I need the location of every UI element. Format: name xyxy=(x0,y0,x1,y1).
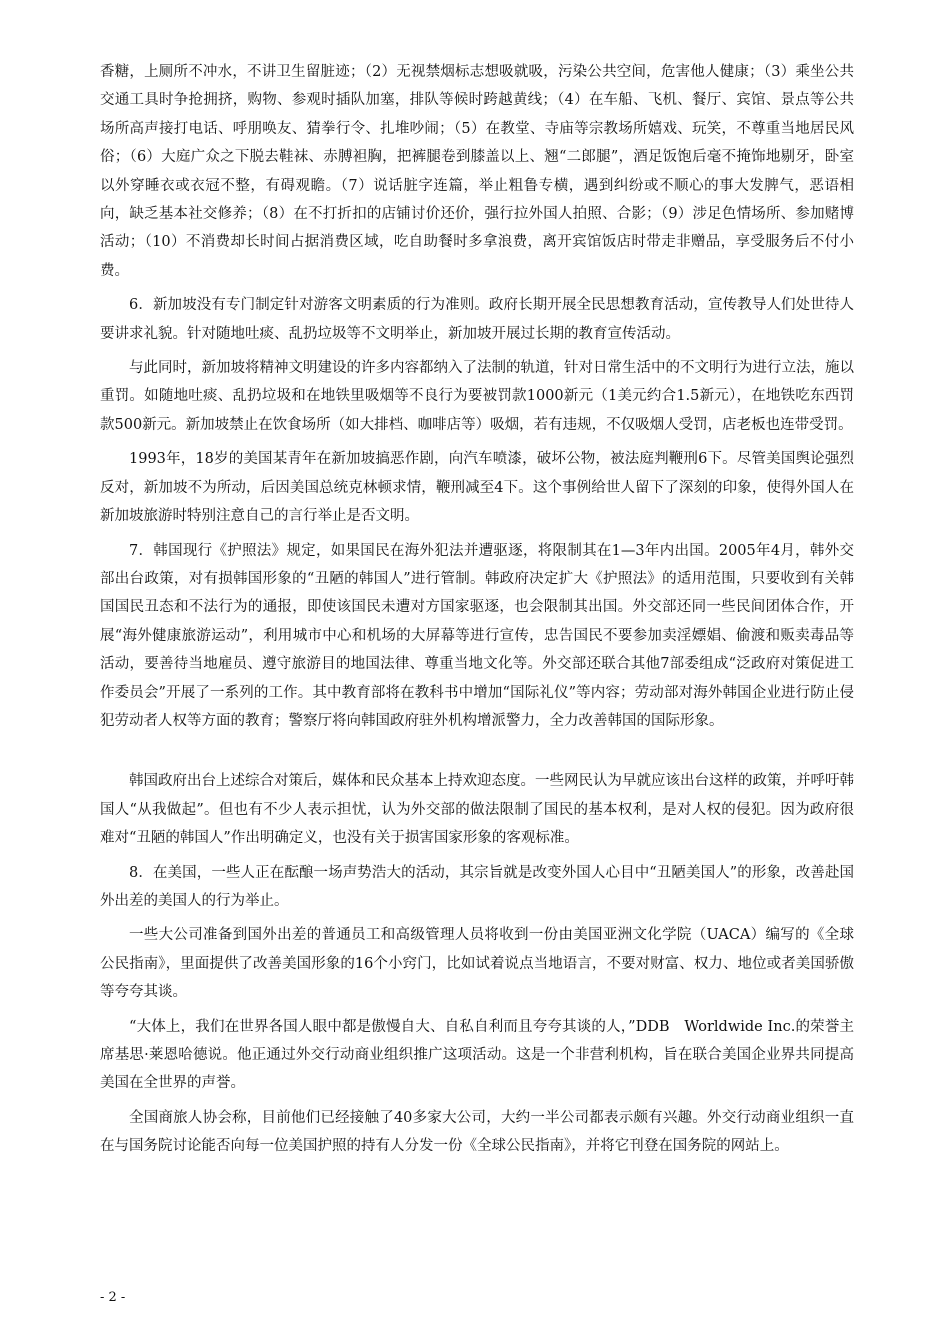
paragraph-1: 香糖，上厕所不冲水，不讲卫生留脏迹；（2）无视禁烟标志想吸就吸，污染公共空间，危害他人健康；（3）乘坐公共交通工具时争抢拥挤，购物、参观时插队加塞，排队等候时跨越黄线；（4）在车船、飞机、餐厅、宾馆、景点等公共场所高声接打电话、呼朋唤友、猜拳行令、扎堆吵闹；（5）在教堂、寺庙等宗教场所嬉戏、玩笑，不尊重当地居民风俗；（6）大庭广众之下脱去鞋袜、赤膊袒胸，把裤腿卷到膝盖以上、翘“二郎腿”，酒足饭饱后毫不掩饰地剔牙，卧室以外穿睡衣或衣冠不整，有碍观瞻。（7）说话脏字连篇，举止粗鲁专横，遇到纠纷或不顺心的事大发脾气，恶语相向，缺乏基本社交修养；（8）在不打折扣的店铺讨价还价，强行拉外国人拍照、合影；（9）涉足色情场所、参加赌博活动；（10）不消费却长时间占据消费区域，吃自助餐时多拿浪费，离开宾馆饭店时带走非赠品，享受服务后不付小费。 xyxy=(100,64,854,279)
paragraph-6: 韩国政府出台上述综合对策后，媒体和民众基本上持欢迎态度。一些网民认为早就应该出台这样的政策，并呼吁韩国人“从我做起”。但也有不少人表示担忧，认为外交部的做法限制了国民的基本权利，是对人权的侵犯。因为政府很难对“丑陋的韩国人”作出明确定义，也没有关于损害国家形象的客观标准。 xyxy=(100,773,854,847)
page-number: - 2 - xyxy=(100,1290,126,1305)
paragraph-gap xyxy=(100,741,854,767)
paragraph-8: 一些大公司准备到国外出差的普通员工和高级管理人员将收到一份由美国亚洲文化学院（UACA）编写的《全球公民指南》，里面提供了改善美国形象的16个小窍门，比如试着说点当地语言，不要对财富、权力、地位或者美国骄傲等夸夸其谈。 xyxy=(100,927,854,1001)
document-body xyxy=(100,58,854,1167)
paragraph-3: 与此同时，新加坡将精神文明建设的许多内容都纳入了法制的轨道，针对日常生活中的不文明行为进行立法，施以重罚。如随地吐痰、乱扔垃圾和在地铁里吸烟等不良行为要被罚款1000新元（1美元约合1.5新元），在地铁吃东西罚款500新元。新加坡禁止在饮食场所（如大排档、咖啡店等）吸烟，若有违规，不仅吸烟人受罚，店老板也连带受罚。 xyxy=(100,360,854,433)
paragraph-4: 1993年，18岁的美国某青年在新加坡搞恶作剧，向汽车喷漆，破坏公物，被法庭判鞭刑6下。尽管美国舆论强烈反对，新加坡不为所动，后因美国总统克林顿求情，鞭刑减至4下。这个事例给世人留下了深刻的印象，使得外国人在新加坡旅游时特别注意自己的言行举止是否文明。 xyxy=(100,451,854,525)
paragraph-10: 全国商旅人协会称，目前他们已经接触了40多家大公司，大约一半公司都表示颇有兴趣。外交行动商业组织一直在与国务院讨论能否向每一位美国护照的持有人分发一份《全球公民指南》，并将它刊登在国务院的网站上。 xyxy=(100,1109,854,1155)
paragraph-9: “大体上，我们在世界各国人眼中都是傲慢自大、自私自利而且夸夸其谈的人，”DDB Worldwide Inc.的荣誉主席基思·莱恩哈德说。他正通过外交行动商业组织推广这项活动。这是一个非营利机构，旨在联合美国企业界共同提高美国在全世界的声誉。 xyxy=(100,1018,854,1092)
paragraph-7: 8．在美国，一些人正在酝酿一场声势浩大的活动，其宗旨就是改变外国人心目中“丑陋美国人”的形象，改善赴国外出差的美国人的行为举止。 xyxy=(100,864,854,909)
paragraph-5: 7．韩国现行《护照法》规定，如果国民在海外犯法并遭驱逐，将限制其在1—3年内出国。2005年4月，韩外交部出台政策，对有损韩国形象的“丑陋的韩国人”进行管制。韩政府决定扩大《护照法》的适用范围，只要收到有关韩国国民丑态和不法行为的通报，即使该国民未遭对方国家驱逐，也会限制其出国。外交部还同一些民间团体合作，开展“海外健康旅游运动”，利用城市中心和机场的大屏幕等进行宣传，忠告国民不要参加卖淫嫖娼、偷渡和贩卖毒品等活动，要善待当地雇员、遵守旅游目的地国法律、尊重当地文化等。外交部还联合其他7部委组成“泛政府对策促进工作委员会”开展了一系列的工作。其中教育部将在教科书中增加“国际礼仪”等内容；劳动部对海外韩国企业进行防止侵犯劳动者人权等方面的教育；警察厅将向韩国政府驻外机构增派警力，全力改善韩国的国际形象。 xyxy=(100,542,854,729)
paragraph-2: 6．新加坡没有专门制定针对游客文明素质的行为准则。政府长期开展全民思想教育活动，宣传教导人们处世待人要讲求礼貌。针对随地吐痰、乱扔垃圾等不文明举止，新加坡开展过长期的教育宣传活动。 xyxy=(100,297,854,342)
